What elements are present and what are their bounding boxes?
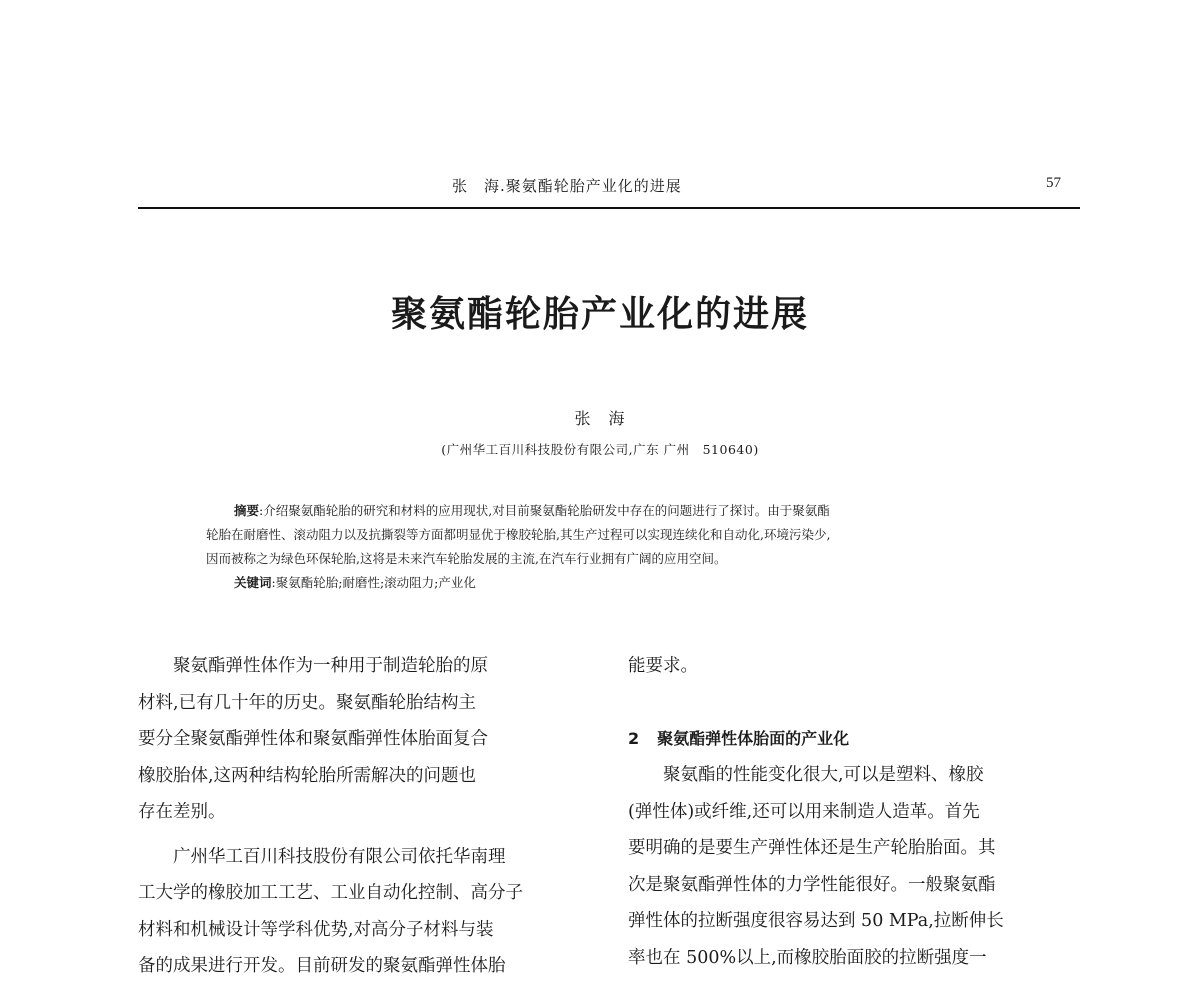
blank-line — [628, 685, 1080, 721]
text-line: 广州华工百川科技股份有限公司依托华南理 — [138, 846, 506, 867]
abstract-label: 摘要 — [234, 503, 260, 518]
section-number: 2 — [628, 728, 640, 748]
body-right-column — [628, 648, 1080, 976]
text-line: 工大学的橡胶加工工艺、工业自动化控制、高分子 — [138, 883, 523, 903]
author-affiliation: (广州华工百川科技股份有限公司,广东 广州 510640) — [441, 442, 759, 457]
running-title: 张 海.聚氨酯轮胎产业化的进展 — [452, 177, 682, 195]
paragraph — [138, 839, 584, 985]
abstract-block — [206, 499, 1026, 595]
keywords-text: :聚氨酯轮胎;耐磨性;滚动阻力;产业化 — [271, 575, 476, 590]
header-rule — [138, 207, 1080, 209]
text-line: 橡胶胎体,这两种结构轮胎所需解决的问题也 — [138, 765, 477, 786]
abstract-line — [206, 499, 1026, 523]
text-line: 材料,已有几十年的历史。聚氨酯轮胎结构主 — [138, 692, 477, 713]
section-heading — [628, 721, 1080, 758]
section-title: 聚氨酯弹性体胎面的产业化 — [657, 728, 850, 748]
abstract-line: 轮胎在耐磨性、滚动阻力以及抗撕裂等方面都明显优于橡胶轮胎,其生产过程可以实现连续化和自动化,环境污染少, — [206, 527, 831, 542]
text-line: 弹性体的拉断强度很容易达到 50 MPa,拉断伸长 — [628, 911, 1004, 931]
body-left-column — [138, 648, 584, 985]
text-line: 次是聚氨酯弹性体的力学性能很好。一般聚氨酯 — [628, 874, 996, 895]
text-line: 能要求。 — [628, 656, 698, 676]
text-line: 聚氨酯的性能变化很大,可以是塑料、橡胶 — [628, 765, 984, 785]
keywords-label: 关键词 — [234, 575, 272, 590]
text-line: 聚氨酯弹性体作为一种用于制造轮胎的原 — [138, 656, 488, 676]
text-line: 率也在 500%以上,而橡胶胎面胶的拉断强度一 — [628, 947, 987, 968]
text-line: 要分全聚氨酯弹性体和聚氨酯弹性体胎面复合 — [138, 729, 488, 749]
text-line: 备的成果进行开发。目前研发的聚氨酯弹性体胎 — [138, 956, 506, 976]
paragraph — [138, 648, 584, 831]
text-line: 材料和机械设计等学科优势,对高分子材料与装 — [138, 919, 494, 940]
article-title: 聚氨酯轮胎产业化的进展 — [390, 294, 809, 335]
keywords-line — [206, 571, 1026, 595]
text-line: 要明确的是要生产弹性体还是生产轮胎胎面。其 — [628, 838, 996, 858]
page-number: 57 — [1046, 175, 1061, 191]
author-name: 张 海 — [574, 409, 626, 428]
text-line: 存在差别。 — [138, 802, 226, 822]
paragraph — [628, 757, 1080, 976]
abstract-line: 因而被称之为绿色环保轮胎,这将是未来汽车轮胎发展的主流,在汽车行业拥有广阔的应用空间。 — [206, 551, 727, 566]
abstract-text: :介绍聚氨酯轮胎的研究和材料的应用现状,对目前聚氨酯轮胎研发中存在的问题进行了探讨。由于聚氨酯 — [259, 503, 830, 518]
text-line: (弹性体)或纤维,还可以用来制造人造革。首先 — [628, 801, 980, 822]
